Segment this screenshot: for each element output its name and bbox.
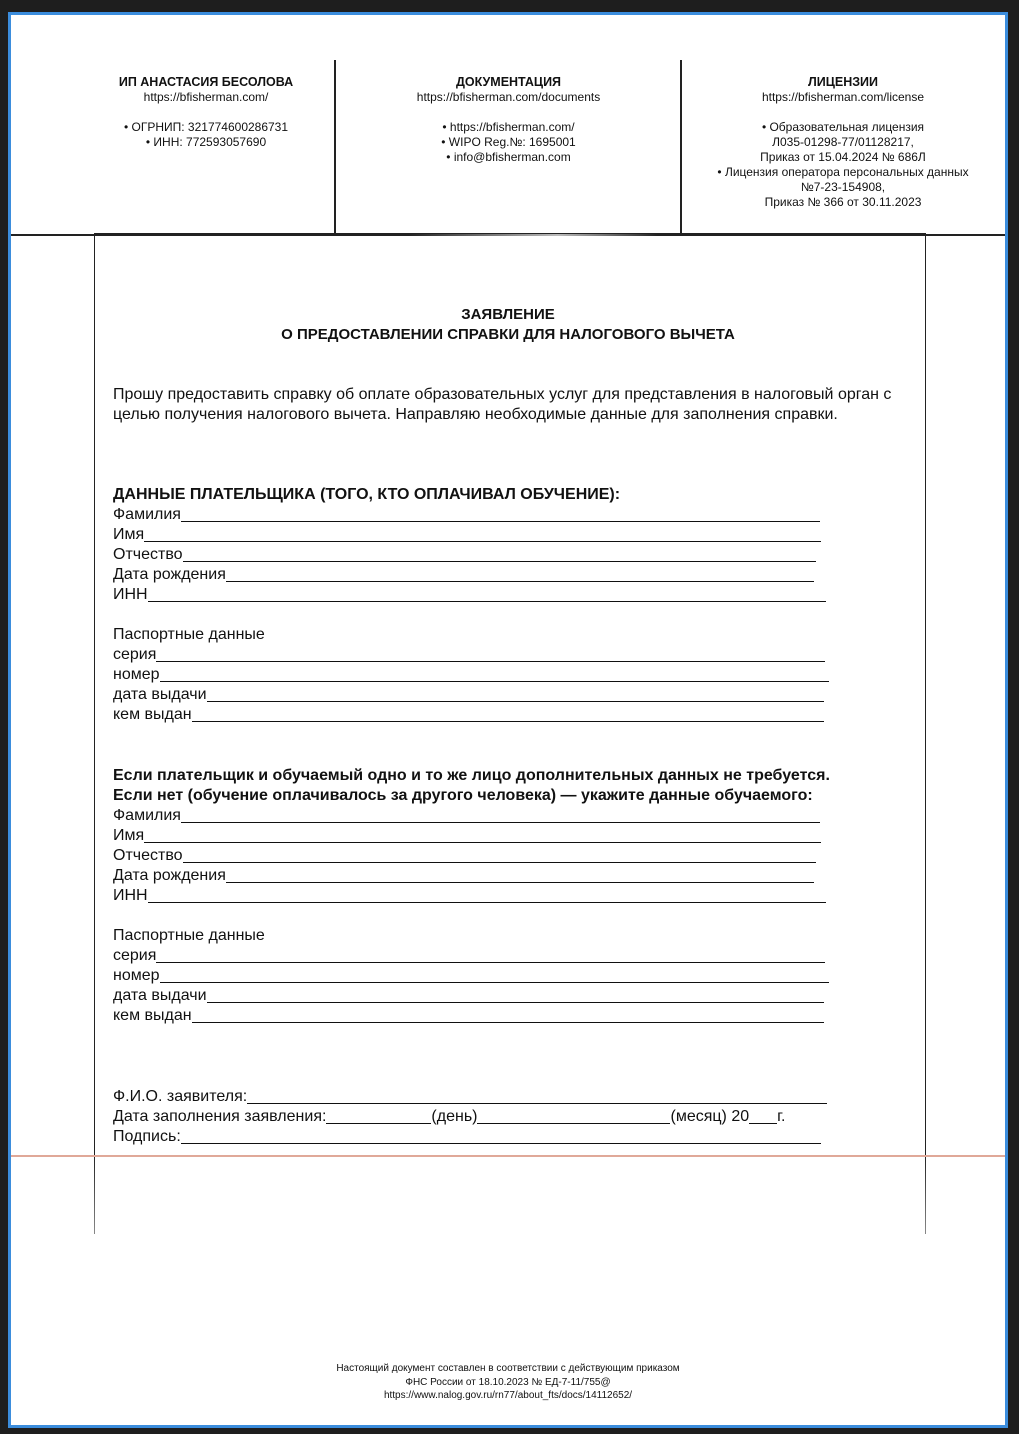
payer-field-birthdate[interactable]: Дата рождения (113, 565, 829, 585)
fill-line[interactable] (181, 507, 820, 522)
student-field-birthdate[interactable]: Дата рождения (113, 866, 830, 886)
ogrnip: • ОГРНИП: 321774600286731 (123, 120, 289, 134)
day-fill-line[interactable] (326, 1109, 431, 1124)
student-note-2: Если нет (обучение оплачивалось за другого человека) — укажите данные обучаемого: (113, 787, 813, 804)
payer-passport-heading: Паспортные данные (113, 626, 265, 643)
docs-site[interactable]: • https://bfisherman.com/ (442, 120, 575, 134)
signature-section (113, 1087, 827, 1147)
student-field-name[interactable]: Имя (113, 826, 830, 846)
intro-paragraph: Прошу предоставить справку об оплате образовательных услуг для представления в налоговый орган с целью получения налогового вычета. Направляю необходимые данные для заполнения справки. (113, 386, 892, 423)
form-box (94, 233, 926, 1234)
document-frame (8, 12, 1008, 1428)
licenses-title: ЛИЦЕНЗИИ (807, 75, 879, 89)
fill-line[interactable] (183, 848, 816, 863)
student-passport-series[interactable]: серия (113, 946, 830, 966)
fill-line[interactable] (144, 828, 821, 843)
fill-line[interactable] (226, 567, 814, 582)
student-passport-number[interactable]: номер (113, 966, 830, 986)
license-pd: • Лицензия оператора персональных данных (717, 165, 969, 179)
student-passport-issued-by[interactable]: кем выдан (113, 1006, 830, 1026)
payer-field-name[interactable]: Имя (113, 525, 829, 545)
header-col-licenses (683, 75, 1003, 210)
docs-url[interactable]: https://bfisherman.com/documents (416, 90, 601, 104)
company-name: ИП АНАСТАСИЯ БЕСОЛОВА (118, 75, 294, 89)
fill-line[interactable] (160, 968, 829, 983)
document-title (11, 305, 1005, 345)
signature-field[interactable]: Подпись: (113, 1127, 827, 1147)
header-divider (680, 60, 682, 235)
footer-line-1: Настоящий документ составлен в соответствии с действующим приказом (336, 1363, 680, 1374)
student-field-patronymic[interactable]: Отчество (113, 846, 830, 866)
fill-line[interactable] (156, 948, 825, 963)
header-col-docs (336, 75, 681, 165)
footer-link[interactable]: https://www.nalog.gov.ru/rn77/about_fts/docs/14112652/ (383, 1390, 633, 1401)
box-fade (94, 1155, 928, 1325)
docs-wipo: • WIPO Reg.№: 1695001 (441, 135, 576, 149)
company-url[interactable]: https://bfisherman.com/ (143, 90, 269, 104)
student-field-surname[interactable]: Фамилия (113, 806, 830, 826)
fill-line[interactable] (207, 687, 824, 702)
docs-email[interactable]: • info@bfisherman.com (446, 150, 571, 164)
license-edu-number: Л035-01298-77/01128217, (772, 135, 914, 149)
student-passport-issue-date[interactable]: дата выдачи (113, 986, 830, 1006)
year-fill-line[interactable] (749, 1109, 777, 1124)
payer-passport-issued-by[interactable]: кем выдан (113, 705, 829, 725)
docs-title: ДОКУМЕНТАЦИЯ (455, 75, 562, 89)
student-note-1: Если плательщик и обучаемый одно и то же лицо дополнительных данных не требуется. (113, 767, 830, 784)
licenses-url[interactable]: https://bfisherman.com/license (761, 90, 925, 104)
fill-line[interactable] (144, 527, 821, 542)
title-line-1: ЗАЯВЛЕНИЕ (461, 306, 555, 323)
fill-line[interactable] (148, 587, 826, 602)
fill-line[interactable] (160, 667, 829, 682)
fill-line[interactable] (183, 547, 816, 562)
fill-line[interactable] (156, 647, 825, 662)
fill-line[interactable] (148, 888, 826, 903)
document-page (11, 15, 1005, 1425)
license-edu-order: Приказ от 15.04.2024 № 686Л (760, 150, 926, 164)
top-bar (0, 0, 1019, 9)
license-edu: • Образовательная лицензия (761, 120, 925, 134)
payer-section (113, 485, 829, 725)
payer-field-inn[interactable]: ИНН (113, 585, 829, 605)
fill-line[interactable] (192, 1008, 824, 1023)
payer-field-patronymic[interactable]: Отчество (113, 545, 829, 565)
license-pd-order: Приказ № 366 от 30.11.2023 (764, 195, 922, 209)
fill-line[interactable] (207, 988, 824, 1003)
fill-line[interactable] (192, 707, 824, 722)
applicant-fio-field[interactable]: Ф.И.О. заявителя: (113, 1087, 827, 1107)
fill-line[interactable] (181, 1129, 821, 1144)
footer-line-2: ФНС России от 18.10.2023 № ЕД-7-11/755@ (405, 1376, 611, 1388)
payer-passport-issue-date[interactable]: дата выдачи (113, 685, 829, 705)
fill-date-field[interactable]: Дата заполнения заявления: (день) (месяц) 20 г. (113, 1108, 786, 1125)
month-fill-line[interactable] (477, 1109, 670, 1124)
payer-passport-series[interactable]: серия (113, 645, 829, 665)
payer-field-surname[interactable]: Фамилия (113, 505, 829, 525)
student-field-inn[interactable]: ИНН (113, 886, 830, 906)
license-pd-number: №7-23-154908, (800, 180, 886, 194)
header-col-company (76, 75, 336, 150)
student-section (113, 766, 830, 1026)
fill-line[interactable] (226, 868, 814, 883)
fill-line[interactable] (181, 808, 820, 823)
payer-passport-number[interactable]: номер (113, 665, 829, 685)
title-line-2: О ПРЕДОСТАВЛЕНИИ СПРАВКИ ДЛЯ НАЛОГОВОГО ВЫЧЕТА (281, 326, 735, 343)
student-passport-heading: Паспортные данные (113, 927, 265, 944)
inn: • ИНН: 772593057690 (145, 135, 267, 149)
payer-heading: ДАННЫЕ ПЛАТЕЛЬЩИКА (ТОГО, КТО ОПЛАЧИВАЛ ОБУЧЕНИЕ): (113, 486, 621, 503)
footer-note (11, 1362, 1005, 1403)
fill-line[interactable] (247, 1089, 827, 1104)
